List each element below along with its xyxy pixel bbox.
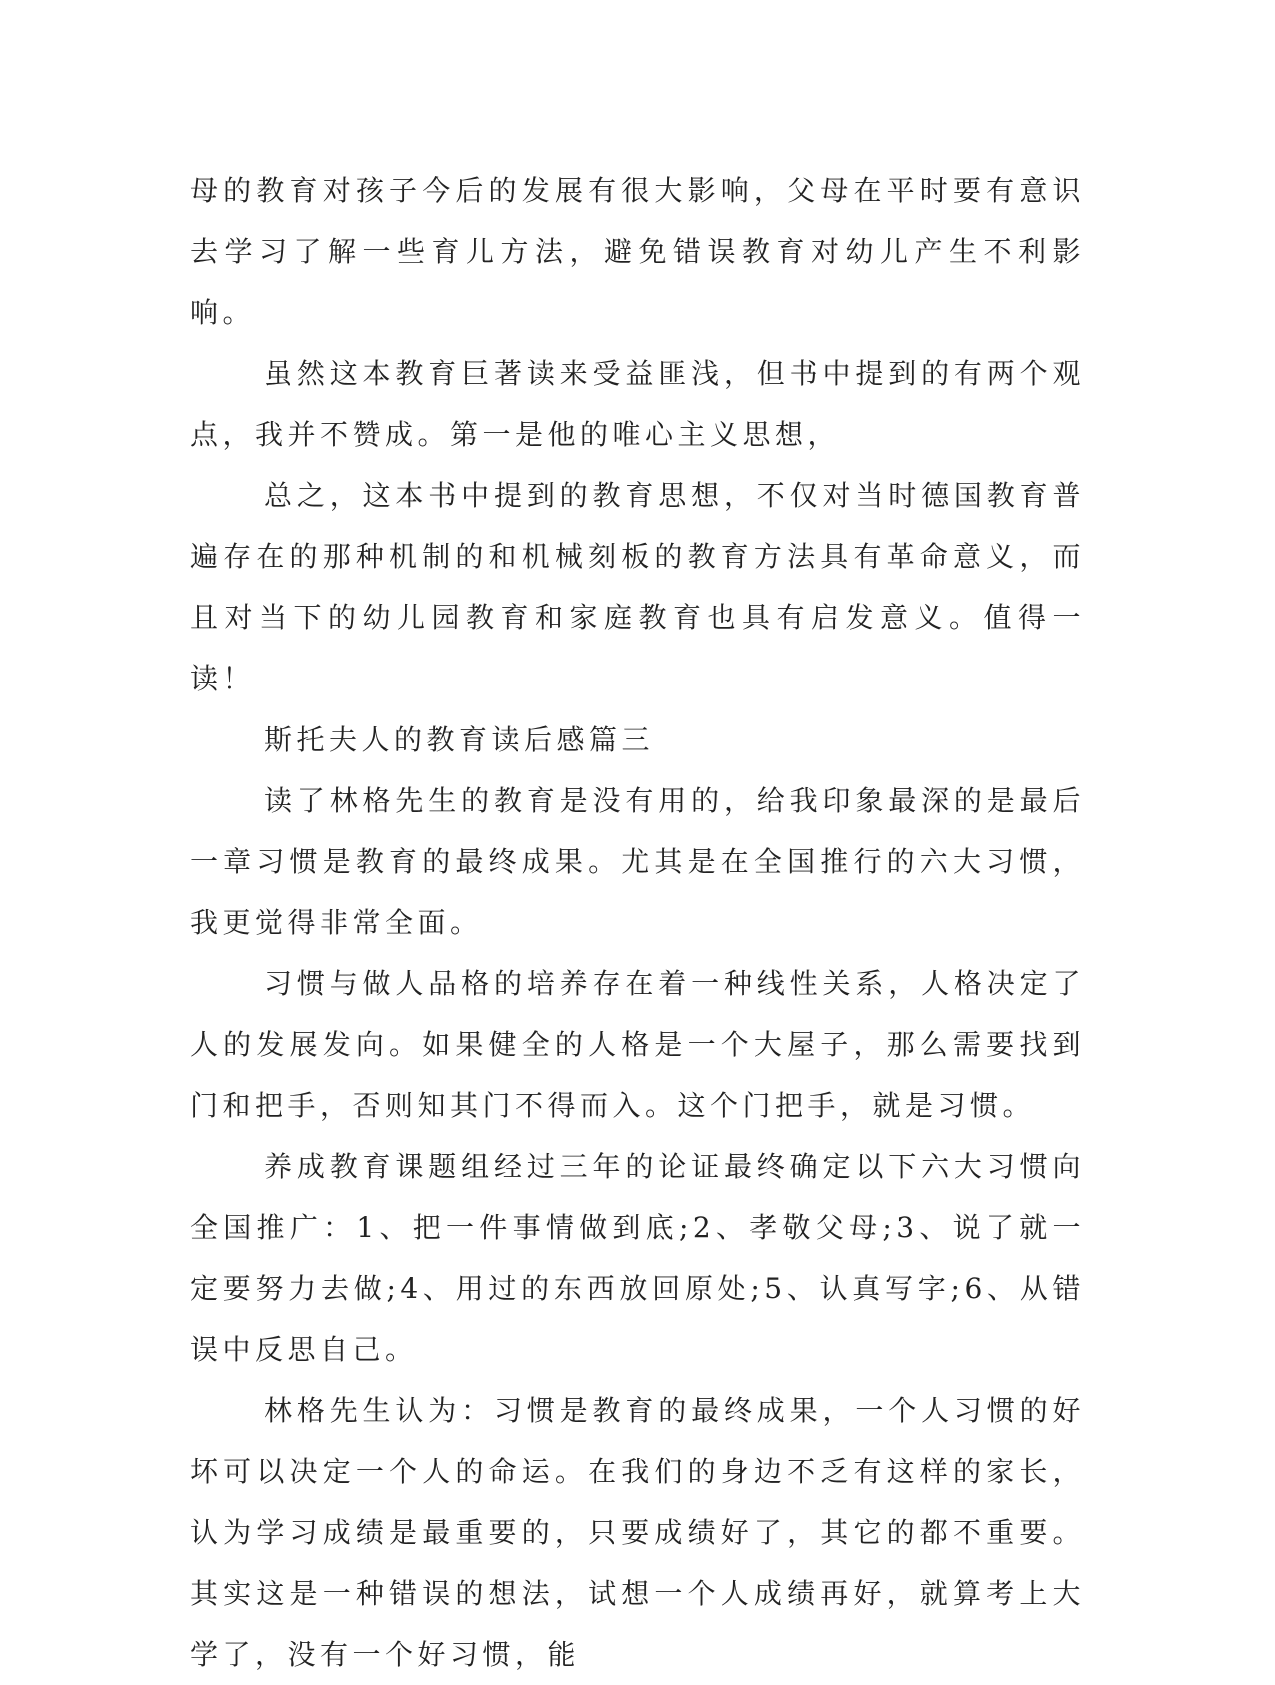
paragraph-5: 读了林格先生的教育是没有用的，给我印象最深的是最后一章习惯是教育的最终成果。尤其是在全国推行的六大习惯，我更觉得非常全面。 bbox=[190, 784, 1085, 939]
paragraph-7: 养成教育课题组经过三年的论证最终确定以下六大习惯向全国推广：1、把一件事情做到底;2、孝敬父母;3、说了就一定要努力去做;4、用过的东西放回原处;5、认真写字;6、从错误中反思自己。 bbox=[190, 1150, 1085, 1366]
document-body bbox=[190, 160, 1085, 1685]
paragraph-8: 林格先生认为：习惯是教育的最终成果，一个人习惯的好坏可以决定一个人的命运。在我们的身边不乏有这样的家长，认为学习成绩是最重要的，只要成绩好了，其它的都不重要。其实这是一种错误的想法，试想一个人成绩再好，就算考上大学了，没有一个好习惯，能 bbox=[190, 1394, 1085, 1671]
paragraph-3: 总之，这本书中提到的教育思想，不仅对当时德国教育普遍存在的那种机制的和机械刻板的教育方法具有革命意义，而且对当下的幼儿园教育和家庭教育也具有启发意义。值得一读！ bbox=[190, 479, 1085, 695]
section-heading: 斯托夫人的教育读后感篇三 bbox=[264, 723, 655, 756]
paragraph-6: 习惯与做人品格的培养存在着一种线性关系，人格决定了人的发展发向。如果健全的人格是一个大屋子，那么需要找到门和把手，否则知其门不得而入。这个门把手，就是习惯。 bbox=[190, 967, 1085, 1122]
paragraph-1: 母的教育对孩子今后的发展有很大影响，父母在平时要有意识去学习了解一些育儿方法，避免错误教育对幼儿产生不利影响。 bbox=[190, 174, 1085, 329]
paragraph-2: 虽然这本教育巨著读来受益匪浅，但书中提到的有两个观点，我并不赞成。第一是他的唯心主义思想， bbox=[190, 357, 1085, 451]
